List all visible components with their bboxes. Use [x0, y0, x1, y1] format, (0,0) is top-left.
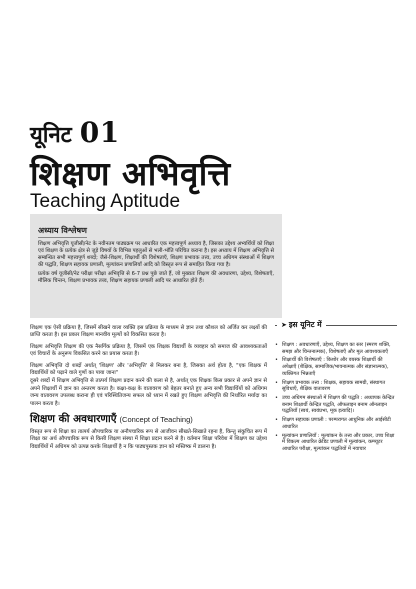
sidebar-header-label	[277, 320, 326, 330]
section-heading	[30, 412, 267, 426]
sidebar-item-text: शिक्षण प्रभावक तत्त्व : शिक्षक, सहायक सामग्री, संस्थागत सुविधाएँ, शैक्षिक वातावरण	[282, 379, 386, 393]
unit-number: 01	[79, 116, 120, 149]
chapter-analysis-box	[30, 214, 282, 318]
sidebar-item	[275, 380, 397, 393]
body-paragraph: शिक्षण एक ऐसी प्रक्रिया है, जिसमें सीखने वाला व्यक्ति इस प्रक्रिया के माध्यम से ज्ञान तथा कौशल को अर्जित कर लक्ष्यों की प्राप्ति करता है। इस प्रकार शिक्षण मानवीय मूल्यों को विकसित करता है।	[30, 325, 267, 339]
bullet-icon: •	[275, 379, 278, 386]
chapter-title-hindi: शिक्षण अभिवृत्ति	[30, 154, 231, 193]
arrow-right-icon: ➤	[281, 321, 287, 329]
sidebar-item-text: शिक्षार्थी की विशेषताएँ : किशोर और वयस्क शिक्षार्थी की अपेक्षाएँ (शैक्षिक, सामाजिक/भावनात्मक और संज्ञानात्मक), व्यक्तिगत भिन्नताएँ	[282, 357, 389, 377]
sidebar-item-text: शिक्षण सहायक प्रणाली : परम्परागत आधुनिक और आईसीटी आधारित	[282, 417, 391, 430]
main-text-column	[30, 325, 267, 455]
section-paragraph: विस्तृत रूप से शिक्षा का तात्पर्य औपचारिक या अनौपचारिक रूप से आजीवन सीखते-सिखाते रहना है, किन्तु संकुचित रूप में शिक्षा का अर्थ औपचारिक रूप से किसी शिक्षण संस्था में शिक्षा प्रदान करने से है। वर्तमान शिक्षा परिवेश में शिक्षण का उद्देश्य विद्यार्थियों में अधिगम को उत्पन्न करके शिक्षार्थी है न कि पाठ्यपुस्तक ज्ञान को मस्तिष्क में डालना है।	[30, 429, 267, 450]
body-paragraph: दूसरे शब्दों में शिक्षण अभिवृत्ति से तात्पर्य शिक्षण प्रदान करने की कला से है, अर्थात् एक शिक्षक किस प्रकार से अपने ज्ञान से अपने शिक्षार्थी में ज्ञान का अन्तरण करता है। कक्षा-कक्ष के वातावरण को बेहतर बनाते हुए अन्य सभी विद्यार्थियों को अधिगम जन्य वातावरण उपलब्ध कराना ही एवं परिस्थितिजन्य सफल को ध्यान में रखते हुए शिक्षण अभिवृत्ति की निर्धारित मर्यादा का पालन करता है।	[30, 378, 267, 407]
bullet-icon: •	[275, 432, 278, 439]
section-title-english: (Concept of Teaching)	[119, 415, 193, 425]
sidebar-item	[275, 395, 397, 415]
sidebar-item	[275, 342, 397, 355]
chapter-title-english: Teaching Aptitude	[30, 191, 181, 212]
section-title-hindi: शिक्षण की अवधारणाएँ	[30, 413, 117, 426]
sidebar-item-text: मूल्यांकन प्रणालियाँ : मूल्यांकन के तत्त्व और प्रकार, उच्च शिक्षा में विकल्प आधारित क्रेडिट प्रणाली में मूल्यांकन, कम्प्यूटर आधारित परीक्षा, मूल्यांकन पद्धतियों में नवाचार	[282, 432, 395, 452]
analysis-title: अध्याय विश्लेषण	[38, 225, 87, 238]
bullet-icon: •	[275, 342, 278, 348]
bullet-icon: •	[275, 395, 278, 402]
sidebar-item	[275, 357, 397, 377]
sidebar-item	[275, 433, 397, 453]
sidebar-header	[275, 320, 397, 339]
sidebar-item	[275, 417, 397, 430]
body-paragraph: शिक्षण अभिवृत्ति शिक्षण की एक नैसर्गिक प्रक्रिया है, जिसमें एक शिक्षक विद्यार्थी के व्यवहार को समाज की आवश्यकताओं एवं विचारों के अनुरूप विकसित करने का प्रयास करता है।	[30, 343, 267, 358]
sidebar-in-this-unit	[275, 320, 397, 455]
analysis-paragraph: प्रत्येक वर्ष यूजीसी/नेट परीक्षा परीक्षा अभिवृत्ति से 6-7 प्रश्न पूछे जाते हैं, जो मुख्यतः शिक्षण की अवधारणा, उद्देश्य, विशेषताएँ, मौलिक चिन्तन, शिक्षण प्रभावक तत्त्व, शिक्षण सहायक प्रणाली आदि पर आधारित होते हैं।	[38, 271, 274, 285]
sidebar-item-text: शिक्षण : अवधारणाएँ, उद्देश्य, शिक्षण का स्तर (स्मरण शक्ति, समझ और चिन्तनात्मक), विशेषताएँ और मूल आवश्यकताएँ	[282, 342, 391, 355]
body-paragraph: शिक्षण अभिवृत्ति दो शब्दों अर्थात् 'शिक्षण' और 'अभिवृत्ति' से मिलकर बना है, जिसका अर्थ होता है, "एक शिक्षक में विद्यार्थियों को पढ़ाने वाले गुणों का पाया जाना"	[30, 362, 267, 377]
sidebar-item-text: उच्च अधिगम संस्थाओं में शिक्षण की पद्धति : अध्यापक केन्द्रित बनाम शिक्षार्थी केन्द्रित पद्धति, ऑफलाइन बनाम ऑनलाइन पद्धतियाँ (स्वयं, स्वयंप्रभा, मूक इत्यादि)।	[282, 395, 395, 415]
bullet-icon: •	[275, 357, 278, 364]
unit-header	[30, 116, 120, 149]
bullet-icon: •	[275, 417, 278, 424]
unit-label: यूनिट	[30, 122, 72, 148]
sidebar-list	[275, 342, 397, 452]
analysis-paragraph: शिक्षण अभिवृत्ति यूजीसी/नेट के नवीनतम पाठ्यक्रम पर आधारित एक महत्त्वपूर्ण अध्याय है, जिसका उद्देश्य अभ्यर्थियों को शिक्षा एवं शिक्षण के प्रत्येक क्षेत्र से जुड़े विषयों के विभिन्न पहलुओं से भली-भाँति परिचित कराना है। इस अध्याय में शिक्षण अभिवृत्ति से सम्बन्धित सभी महत्त्वपूर्ण शब्दों; जैसे-शिक्षण, शिक्षार्थी की विशेषताएँ, शिक्षण प्रभावक तत्त्व, उच्च अधिगम संस्थाओं में शिक्षण की पद्धति, शिक्षण सहायक प्रणाली, मूल्यांकन प्रणालियाँ आदि को विस्तृत रूप से समाहित किया गया है।	[38, 241, 274, 269]
sidebar-title: इस यूनिट में	[288, 320, 322, 329]
